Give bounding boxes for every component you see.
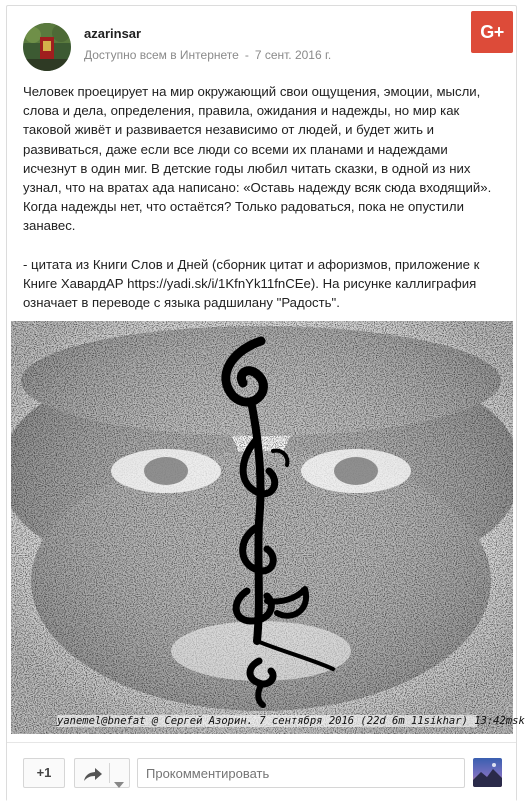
meta-separator: - bbox=[244, 48, 249, 62]
author-avatar[interactable] bbox=[23, 23, 71, 71]
post-paragraph: Человек проецирует на мир окружающий свои ощущения, эмоции, мысли, слова и дела, определения, правила, ожидания и надежды, но мир как таковой живёт и развивается независимо от людей, и будет жить и развиваться, даже если все люди со всеми их планами и надеждами исчезнут в один миг. В детские годы любил читать сказки, в одной из них узнал, что на вратах ада написано: «Оставь надежду всяк сюда входящий». Когда надежды нет, что остаётся? Только радоваться, пока не опустили занавес. bbox=[23, 84, 492, 234]
post-image[interactable] bbox=[11, 321, 525, 734]
action-bar bbox=[7, 742, 516, 801]
comment-input[interactable] bbox=[137, 758, 465, 788]
calligraphy-artwork bbox=[11, 321, 525, 734]
post-meta bbox=[84, 48, 331, 62]
post-date[interactable]: 7 сент. 2016 г. bbox=[254, 48, 332, 62]
chevron-down-icon[interactable] bbox=[114, 770, 124, 776]
share-divider bbox=[109, 763, 110, 783]
share-button[interactable] bbox=[74, 758, 130, 788]
gplus-logo-icon[interactable]: G+ bbox=[471, 11, 513, 53]
current-user-avatar[interactable] bbox=[473, 758, 502, 787]
author-name[interactable]: azarinsar bbox=[84, 26, 142, 41]
post-body bbox=[23, 82, 501, 312]
image-caption: yanemel@bnefat @ Сергей Азорин. 7 сентября 2016 (22d 6m 11sikhar) 13:42msk bbox=[57, 715, 525, 727]
post-paragraph: - цитата из Книги Слов и Дней (сборник цитат и афоризмов, приложение к Книге ХавардАР https://yadi.sk/i/1KfnYk11fnCEe). На рисунке каллиграфия означает в переводе с языка радшилану "Радость". bbox=[23, 256, 480, 311]
visibility-label[interactable]: Доступно всем в Интернете bbox=[84, 48, 239, 62]
plus-one-button[interactable]: +1 bbox=[23, 758, 65, 788]
share-arrow-icon bbox=[83, 765, 103, 781]
author-avatar-image bbox=[23, 23, 71, 71]
post-card bbox=[6, 5, 525, 801]
